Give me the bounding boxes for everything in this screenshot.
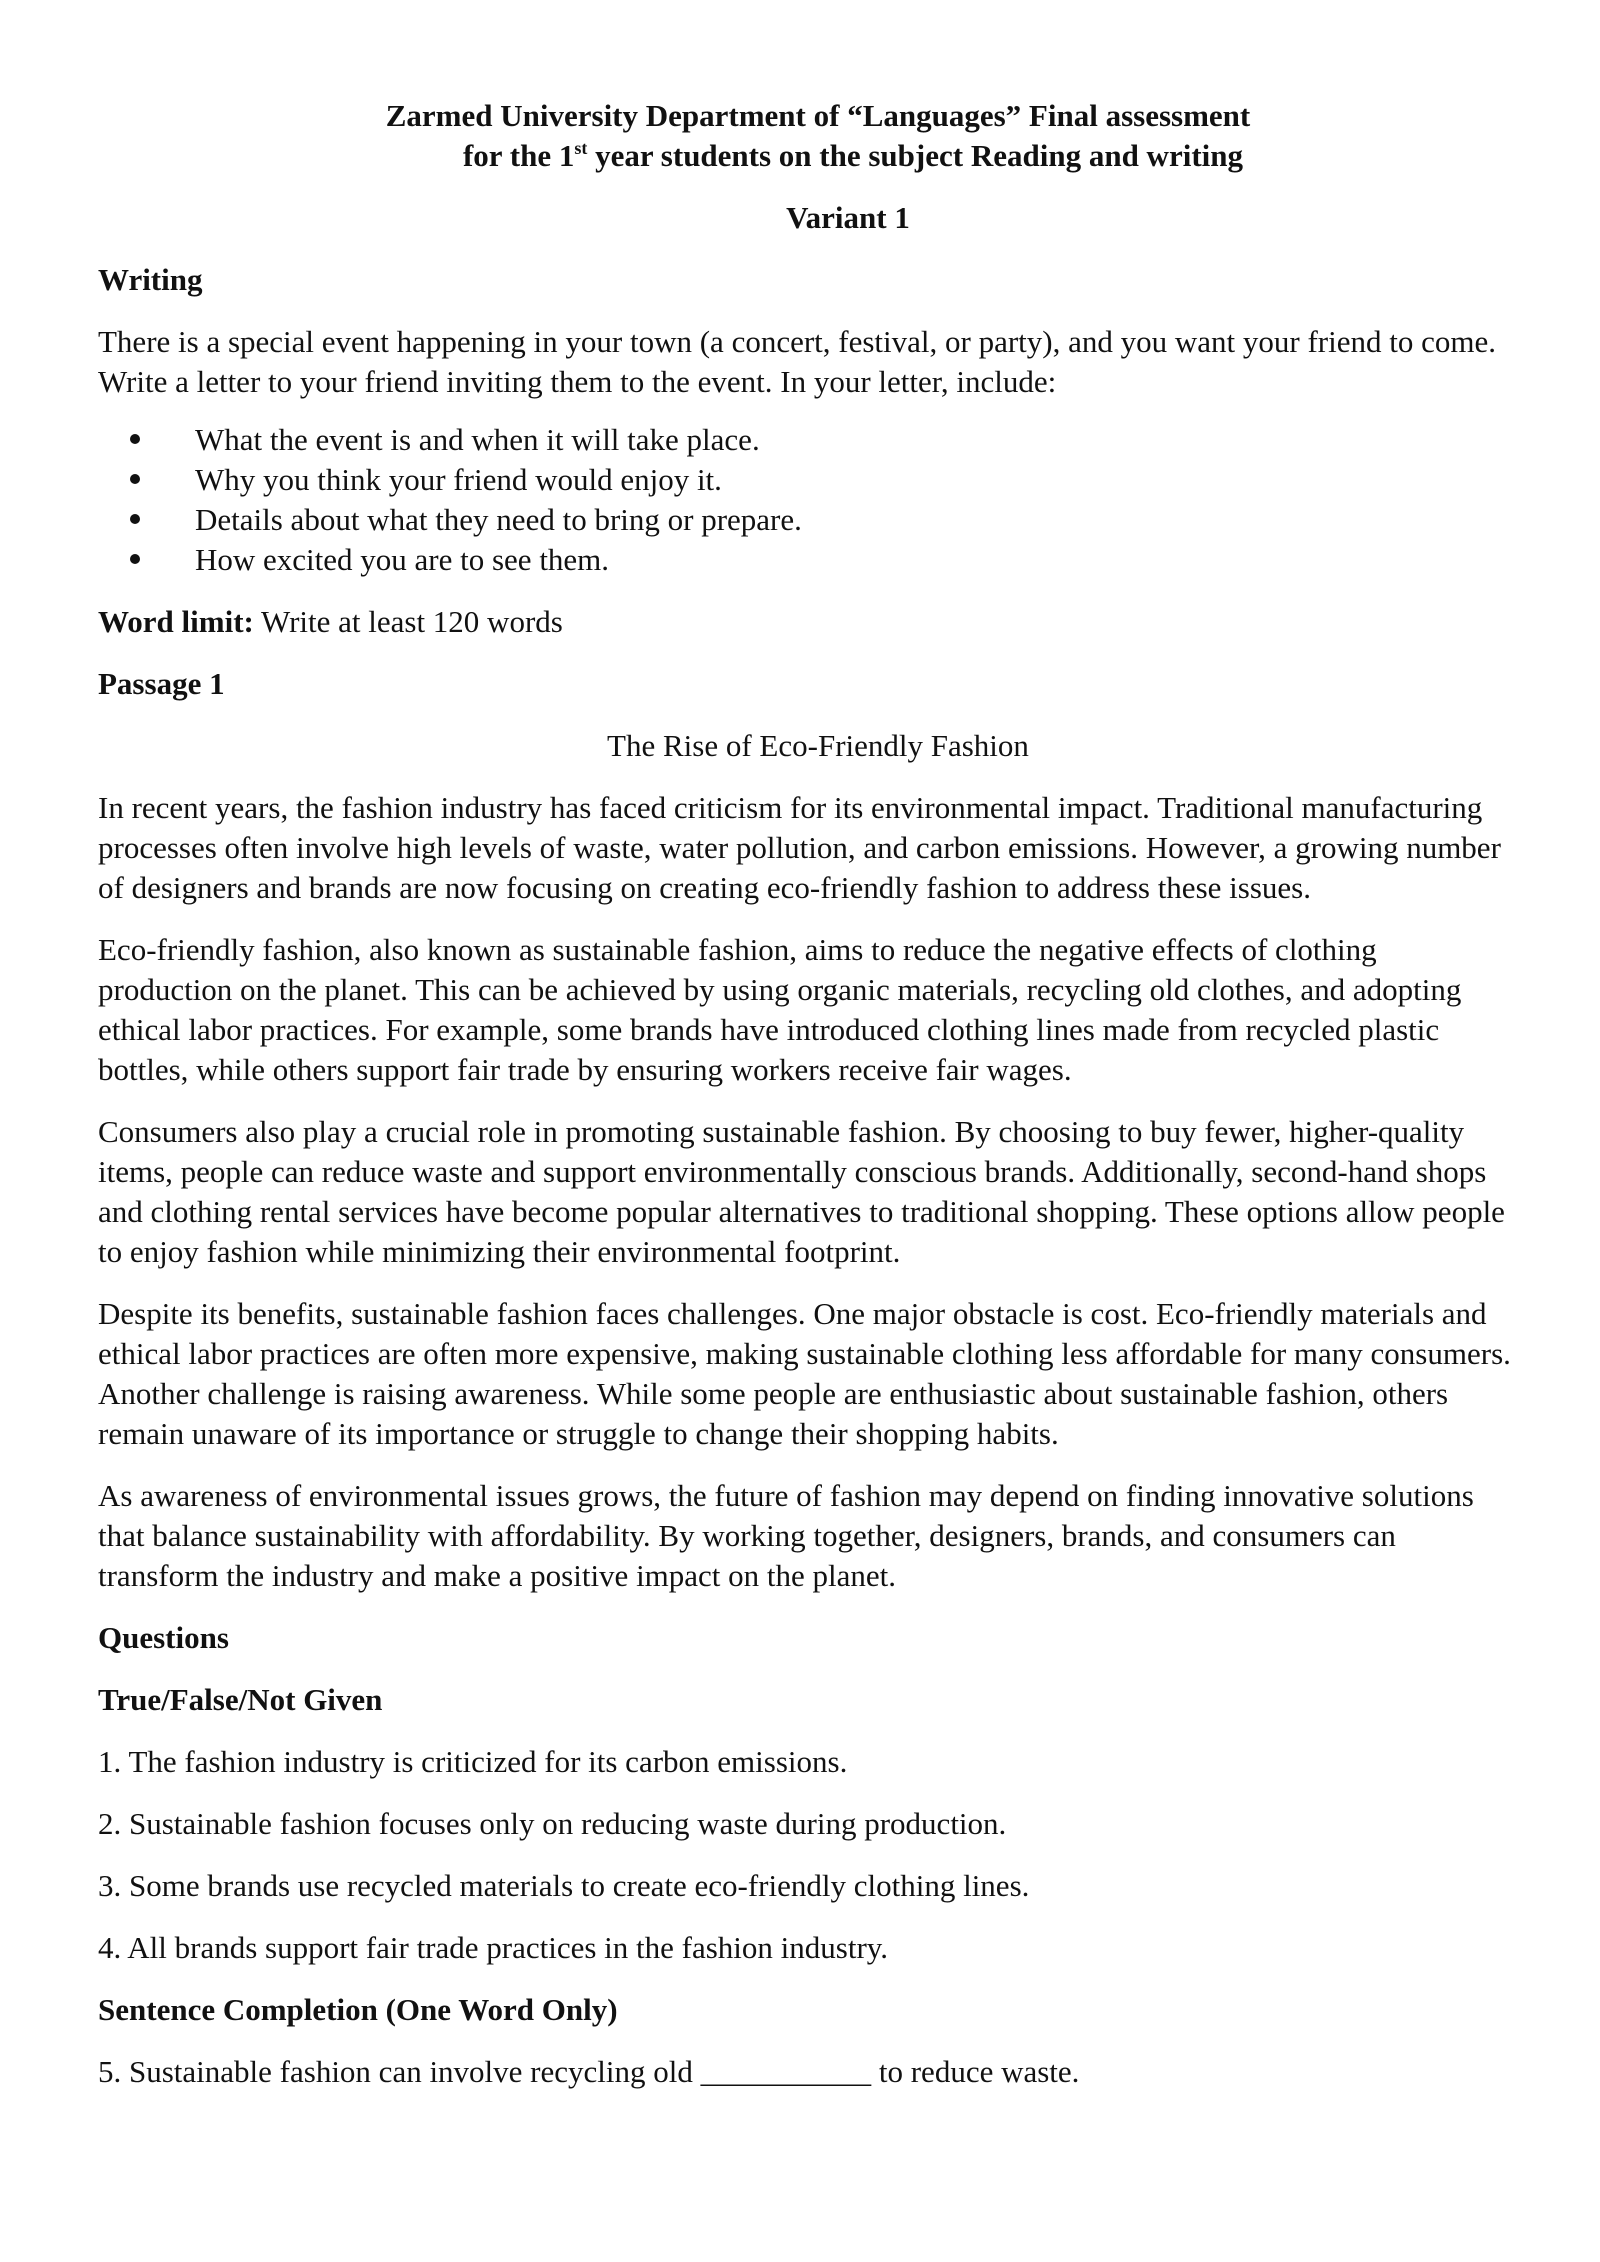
title-line-1: Zarmed University Department of “Languages” Final assessment	[385, 98, 1251, 133]
list-item-text: Details about what they need to bring or prepare.	[195, 502, 802, 537]
bullet-icon	[130, 554, 140, 564]
ordinal-suffix: st	[574, 138, 588, 158]
question-item: 2. Sustainable fashion focuses only on reducing waste during production.	[98, 1806, 1007, 1841]
passage-paragraph: Despite its benefits, sustainable fashion faces challenges. One major obstacle is cost. Eco-friendly materials and ethical labor practices are often more expensive, making sustainable clothing less affordable for many consumers. Another challenge is raising awareness. While some people are enthusiastic about sustainable fashion, others remain unaware of its importance or struggle to change their shopping habits.	[98, 1296, 1511, 1451]
document-page	[98, 96, 1518, 2092]
title-line-2	[98, 136, 1518, 176]
passage-paragraph: In recent years, the fashion industry has faced criticism for its environmental impact. Traditional manufacturing processes often involve high levels of waste, water pollution, and carbon emissions. However, a growing number of designers and brands are now focusing on creating eco-friendly fashion to address these issues.	[98, 790, 1501, 905]
completion-item: 5. Sustainable fashion can involve recycling old ___________ to reduce waste.	[98, 2054, 1080, 2089]
passage-heading: Passage 1	[98, 666, 225, 701]
list-item-text: How excited you are to see them.	[195, 542, 610, 577]
list-item	[98, 500, 1518, 540]
title-line-2-end: year students on the subject Reading and writing	[587, 138, 1243, 173]
question-item: 4. All brands support fair trade practices in the fashion industry.	[98, 1930, 889, 1965]
list-item	[98, 460, 1518, 500]
title-line-2-start: for the 1	[462, 138, 575, 173]
bullet-icon	[130, 434, 140, 444]
question-item: 3. Some brands use recycled materials to create eco-friendly clothing lines.	[98, 1868, 1030, 1903]
writing-heading: Writing	[98, 262, 203, 297]
passage-paragraph: Consumers also play a crucial role in promoting sustainable fashion. By choosing to buy fewer, higher-quality items, people can reduce waste and support environmentally conscious brands. Additionally, second-hand shops and clothing rental services have become popular alternatives to traditional shopping. These options allow people to enjoy fashion while minimizing their environmental footprint.	[98, 1114, 1505, 1269]
word-limit	[98, 602, 1518, 642]
tfng-heading: True/False/Not Given	[98, 1682, 383, 1717]
question-item: 1. The fashion industry is criticized for its carbon emissions.	[98, 1744, 848, 1779]
writing-prompt: There is a special event happening in your town (a concert, festival, or party), and you want your friend to come. Write a letter to your friend inviting them to the event. In your letter, include:	[98, 324, 1496, 399]
word-limit-label: Word limit:	[98, 604, 254, 639]
document-title	[98, 96, 1518, 176]
passage-paragraph: As awareness of environmental issues grows, the future of fashion may depend on finding innovative solutions that balance sustainability with affordability. By working together, designers, brands, and consumers can transform the industry and make a positive impact on the planet.	[98, 1478, 1474, 1593]
word-limit-text: Write at least 120 words	[253, 604, 563, 639]
completion-heading: Sentence Completion (One Word Only)	[98, 1992, 618, 2027]
bullet-icon	[130, 474, 140, 484]
variant-label: Variant 1	[786, 200, 910, 235]
bullet-icon	[130, 514, 140, 524]
questions-heading: Questions	[98, 1620, 229, 1655]
passage-paragraph: Eco-friendly fashion, also known as sustainable fashion, aims to reduce the negative effects of clothing production on the planet. This can be achieved by using organic materials, recycling old clothes, and adopting ethical labor practices. For example, some brands have introduced clothing lines made from recycled plastic bottles, while others support fair trade by ensuring workers receive fair wages.	[98, 932, 1462, 1087]
writing-requirements-list	[98, 420, 1518, 580]
list-item-text: What the event is and when it will take place.	[195, 422, 760, 457]
list-item-text: Why you think your friend would enjoy it.	[195, 462, 722, 497]
passage-title: The Rise of Eco-Friendly Fashion	[607, 728, 1029, 763]
list-item	[98, 420, 1518, 460]
list-item	[98, 540, 1518, 580]
